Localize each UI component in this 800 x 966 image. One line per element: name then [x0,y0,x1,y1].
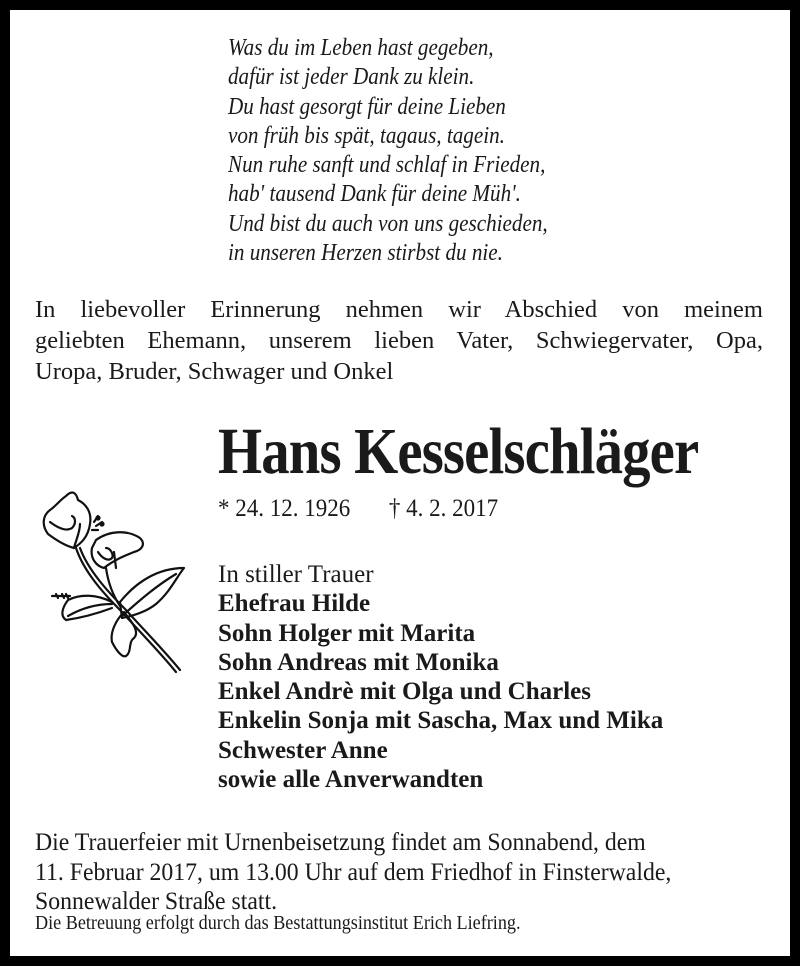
birth-date: * 24. 12. 1926 [218,495,351,522]
poem-line: Und bist du auch von uns geschieden, [228,210,548,237]
ceremony-details [35,828,734,917]
poem-line: Was du im Leben hast gegeben, [228,35,494,61]
mourner: Enkel Andrè mit Olga und Charles [218,678,591,706]
mourners-heading: In stiller Trauer [218,561,374,588]
poem-line: Du hast gesorgt für deine Lieben [228,93,506,120]
funeral-home-note: Die Betreuung erfolgt durch das Bestattungsinstitut Erich Liefring. [35,913,521,934]
intro-line: geliebten Ehemann, unserem lieben Vater, Schwiegervater, Opa, [35,327,763,354]
poem-line: in unseren Herzen stirbst du nie. [228,240,503,267]
mourner: Sohn Holger mit Marita [218,619,476,647]
deceased-name: Hans Kesselschläger [218,415,699,488]
mourner: Enkelin Sonja mit Sascha, Max und Mika [218,707,664,735]
poem-line: dafür ist jeder Dank zu klein. [228,64,475,91]
poem-line: Nun ruhe sanft und schlaf in Frieden, [228,152,546,179]
intro-line: Uropa, Bruder, Schwager und Onkel [35,358,394,385]
poem-line: von früh bis spät, tagaus, tagein. [228,122,505,149]
ceremony-line: Sonnewalder Straße statt. [35,888,278,915]
mourner: Ehefrau Hilde [218,590,371,618]
poem-line: hab' tausend Dank für deine Müh'. [228,181,521,208]
calla-lily-flower-icon [36,482,186,678]
ceremony-line: Die Trauerfeier mit Urnenbeisetzung findet am Sonnabend, dem [35,829,646,856]
intro-paragraph [35,294,763,387]
obituary-notice [10,10,790,956]
mourners-list [218,560,663,794]
mourner: Schwester Anne [218,736,388,764]
mourner: Sohn Andreas mit Monika [218,648,499,676]
death-date: † 4. 2. 2017 [388,495,499,522]
ceremony-line: 11. Februar 2017, um 13.00 Uhr auf dem Friedhof in Finsterwalde, [35,858,672,886]
intro-line: In liebevoller Erinnerung nehmen wir Abschied von meinem [35,296,763,323]
mourner: sowie alle Anverwandten [218,766,484,794]
memorial-poem [228,34,548,268]
life-dates [218,495,498,523]
